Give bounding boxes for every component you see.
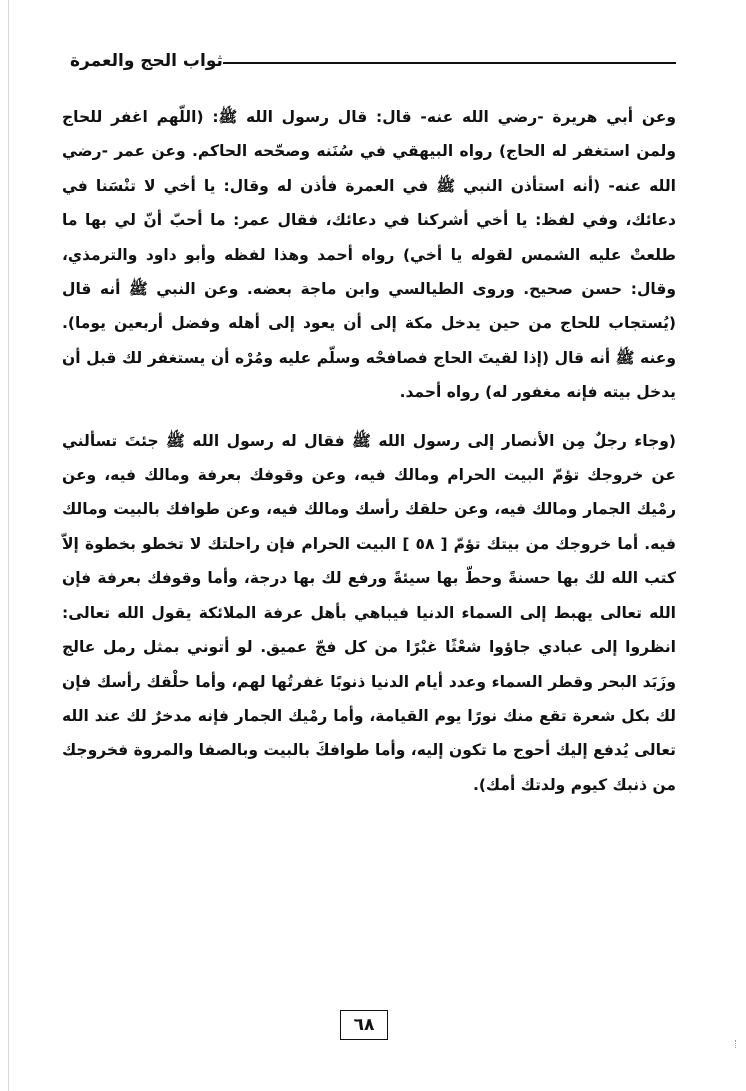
running-header-title: ثواب الحج والعمرة [70,51,223,71]
scan-margin-line [8,0,9,1091]
body-paragraph: (وجاء رجلٌ مِن الأنصار إلى رسول الله ﷺ فقال له رسول الله ﷺ جئتَ تسألني عن خروجك تؤمّ البيت الحرام ومالك فيه، وعن وقوفك بعرفة ومالك فيه، وعن رمْيك الجمار ومالك فيه، وعن حلقك رأسك ومالك فيه، وعن طوافك بالبيت ومالك فيه. أما خروجك من بيتك تؤمّ [ ٥٨ ] البيت الحرام فإن راحلتك لا تخطو بخطوة إلاّ كتب الله لك بها حسنةً وحطّ بها سيئةً ورفع لك بها درجة، وأما وقوفك بعرفة فإن الله تعالى يهبط إلى السماء الدنيا فيباهي بأهل عرفة الملائكة يقول الله تعالى: انظروا إلى عبادي جاؤوا شعْثًا غبْرًا من كل فجّ عميق. لو أتوني بمثل رمل عالج وزَبَد البحر وقطر السماء وعدد أيام الدنيا ذنوبًا غفرتُها لهم، وأما حلْقك رأسك فإن لك بكل شعرة تقع منك نورًا يوم القيامة، وأما رمْيك الجمار فإنه مدخرٌ لك عند الله تعالى يُدفع إليك أحوج ما تكون إليه، وأما طوافكَ بالبيت وبالصفا والمروة فخروجك من ذنبك كيوم ولدتك أمك). [62,431,676,794]
page-number: ٦٨ [340,1010,388,1040]
page-body [62,100,676,816]
body-paragraph: وعن أبي هريرة -رضي الله عنه- قال: قال رسول الله ﷺ: (اللّهم اغفر للحاج ولمن استغفر له الحاج) رواه البيهقي في سُنَنه وصحّحه الحاكم. وعن عمر -رضي الله عنه- (أنه استأذن النبي ﷺ في العمرة فأذن له وقال: يا أخي لا تنْسَنا في دعائك، وفي لفظ: يا أخي أشركنا في دعائك، فقال عمر: ما أحبّ أنّ لي بها ما طلعتْ عليه الشمس لقوله يا أخي) رواه أحمد وهذا لفظه وأبو داود والترمذي، وقال: حسن صحيح. وروى الطيالسي وابن ماجة بعضه. وعن النبي ﷺ أنه قال (يُستجاب للحاج من حين يدخل مكة إلى أن يعود إلى أهله وفضل أربعين يوما). وعنه ﷺ أنه قال (إذا لقيتَ الحاج فصافحْه وسلّم عليه ومُرْه أن يستغفر لك قبل أن يدخل بيته فإنه مغفور له) رواه أحمد. [62,108,676,402]
scan-edge-marks [735,1040,742,1048]
header-rule [223,62,676,64]
running-header [62,46,676,76]
